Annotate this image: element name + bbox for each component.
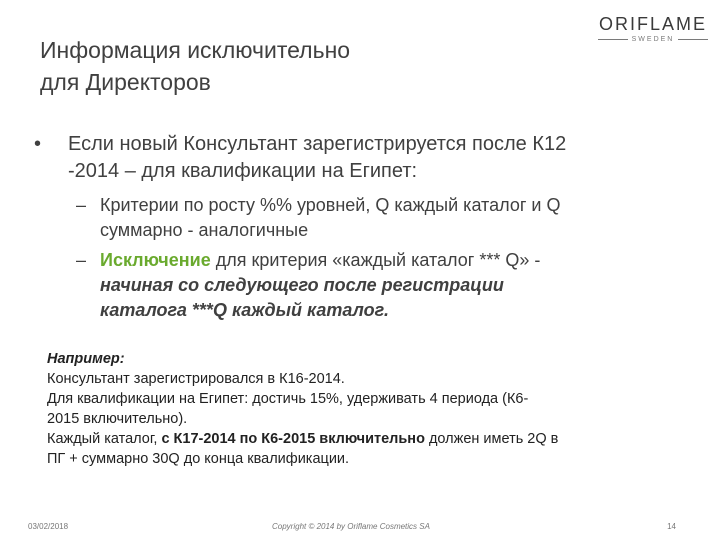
footer-date: 03/02/2018 <box>28 522 69 531</box>
example-line4-bold: с К17-2014 по К6-2015 включительно <box>161 431 425 447</box>
sub-bullet-exception-line2: начиная со следующего после регистрации <box>100 275 504 295</box>
logo-sub-text: SWEDEN <box>631 36 675 43</box>
sub-bullet-exception-line1 <box>100 248 676 273</box>
footer-copyright: Copyright © 2014 by Oriflame Cosmetics SA <box>272 522 430 531</box>
logo-divider-left <box>598 39 628 40</box>
example-line4-pre: Каждый каталог, <box>47 431 162 447</box>
example-line5: ПГ + суммарно 30Q до конца квалификации. <box>47 451 350 467</box>
sub-bullet-criteria-line2: суммарно - аналогичные <box>100 220 309 240</box>
slide-title <box>40 34 350 98</box>
slide-title-line1: Информация исключительно <box>40 37 351 63</box>
example-label: Например: <box>47 351 125 367</box>
example-block <box>47 349 697 469</box>
main-bullet-text <box>68 131 694 185</box>
bullet-mark: • <box>34 133 42 155</box>
main-bullet-line2: -2014 – для квалификации на Египет: <box>68 160 418 182</box>
example-line2: Для квалификации на Египет: достичь 15%, удерживать 4 периода (К6- <box>47 391 529 407</box>
exception-line1-rest: для критерия «каждый каталог *** Q» - <box>210 250 541 270</box>
sub-bullet-exception-text <box>100 248 676 323</box>
sub-bullet-dash: – <box>76 195 87 215</box>
example-line4 <box>47 429 697 449</box>
example-line4-post: должен иметь 2Q в <box>424 431 559 447</box>
slide-title-line2: для Директоров <box>40 69 211 95</box>
sub-bullet-criteria-line1: Критерии по росту %% уровней, Q каждый каталог и Q <box>100 195 561 215</box>
sub-bullet-dash: – <box>76 250 87 270</box>
oriflame-logo <box>598 14 708 43</box>
sub-bullet-exception <box>76 248 676 323</box>
logo-subline <box>598 36 708 43</box>
sub-bullet-exception-line3: каталога ***Q каждый каталог. <box>100 300 389 320</box>
example-line1: Консультант зарегистрировался в К16-2014. <box>47 371 345 387</box>
exception-highlight: Исключение <box>100 250 211 270</box>
sub-bullet-criteria <box>76 193 676 243</box>
logo-divider-right <box>678 39 708 40</box>
example-line3: 2015 включительно). <box>47 411 188 427</box>
main-bullet-line1: Если новый Консультант зарегистрируется после К12 <box>68 133 567 155</box>
logo-wordmark: ORIFLAME <box>598 14 707 34</box>
footer-page-number: 14 <box>667 522 676 531</box>
main-bullet <box>34 131 694 185</box>
sub-bullet-criteria-text <box>100 193 676 243</box>
